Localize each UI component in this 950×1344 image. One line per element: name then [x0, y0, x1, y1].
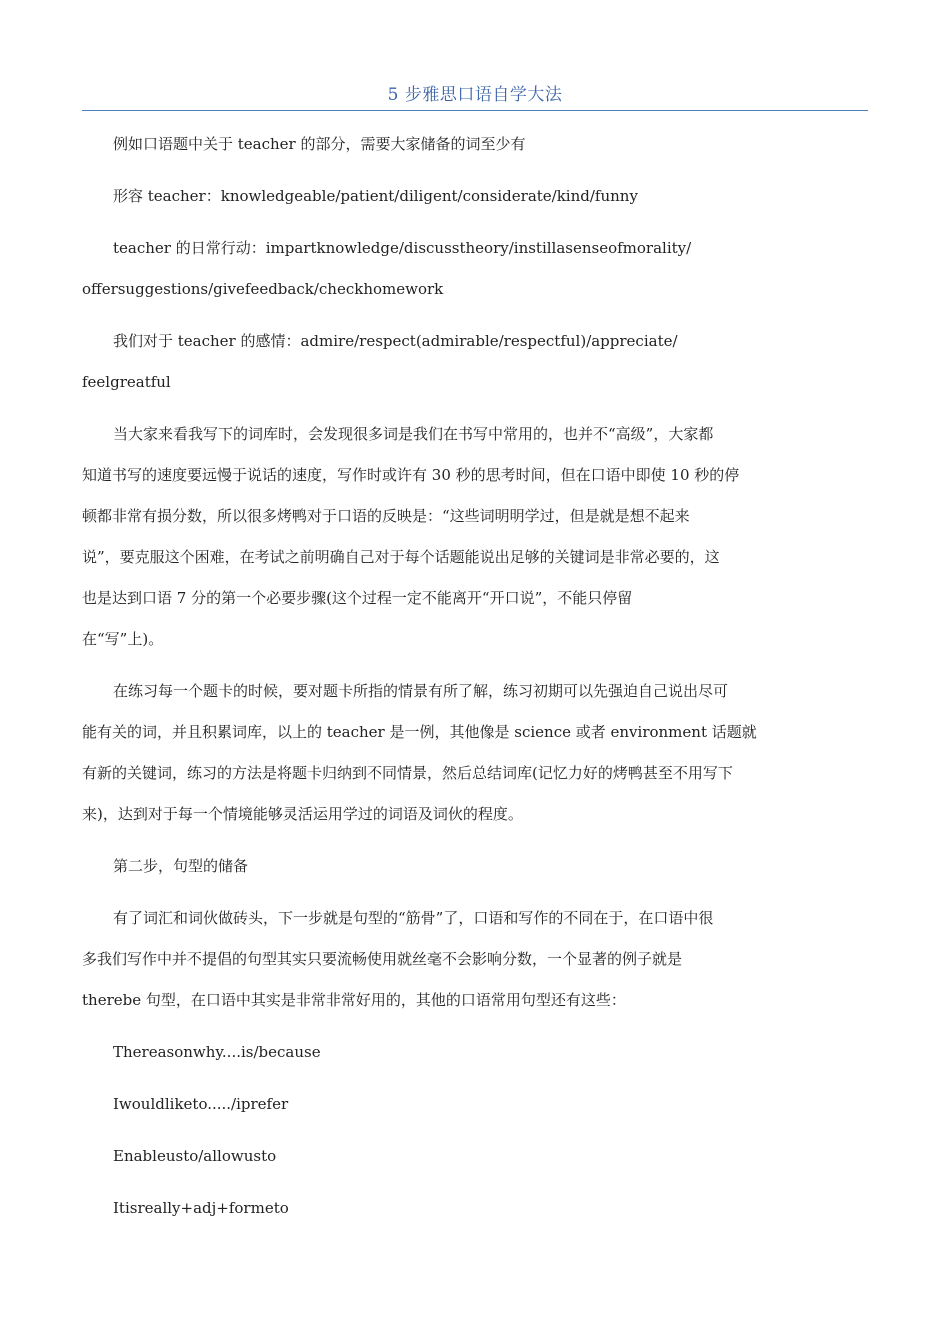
text-line: 能有关的词，并且积累词库，以上的 teacher 是一例，其他像是 science 或者 environment 话题就	[82, 723, 757, 741]
text-line: 顿都非常有损分数，所以很多烤鸭对于口语的反映是：“这些词明明学过，但是就是想不起来	[82, 507, 690, 525]
text-line: Thereasonwhy....is/because	[113, 1043, 321, 1061]
page-header	[82, 82, 868, 111]
text-line: 我们对于 teacher 的感情：admire/respect(admirable/respectful)/appreciate/	[113, 332, 678, 350]
paragraph-teacher-feelings	[82, 321, 868, 403]
text-line: therebe 句型，在口语中其实是非常非常好用的，其他的口语常用句型还有这些：	[82, 991, 626, 1009]
section-heading-step-two	[82, 846, 868, 887]
text-line: 也是达到口语 7 分的第一个必要步骤(这个过程一定不能离开“开口说”，不能只停留	[82, 589, 633, 607]
paragraph-describe-teacher	[82, 176, 868, 217]
paragraph-sentence-patterns	[82, 898, 868, 1021]
text-line: 有新的关键词，练习的方法是将题卡归纳到不同情景，然后总结词库(记忆力好的烤鸭甚至不用写下	[82, 764, 733, 782]
text-line: 当大家来看我写下的词库时，会发现很多词是我们在书写中常用的，也并不“高级”，大家都	[113, 425, 714, 443]
text-line: 第二步，句型的储备	[113, 857, 249, 875]
text-line: 有了词汇和词伙做砖头，下一步就是句型的“筋骨”了，口语和写作的不同在于，在口语中很	[113, 909, 714, 927]
text-line: 在“写”上)。	[82, 630, 164, 648]
text-line: Iwouldliketo...../iprefer	[113, 1095, 289, 1113]
text-line: 在练习每一个题卡的时候，要对题卡所指的情景有所了解，练习初期可以先强迫自己说出尽可	[113, 682, 729, 700]
text-line: Enableusto/allowusto	[113, 1147, 277, 1165]
pattern-example	[82, 1188, 868, 1229]
paragraph-teacher-actions	[82, 228, 868, 310]
paragraph-teacher-vocab-intro	[82, 124, 868, 165]
pattern-example	[82, 1032, 868, 1073]
document-title: 5 步雅思口语自学大法	[387, 85, 563, 105]
paragraph-practice-method	[82, 671, 868, 835]
text-line: offersuggestions/givefeedback/checkhomework	[82, 280, 444, 298]
text-line: 形容 teacher：knowledgeable/patient/diligent/considerate/kind/funny	[113, 187, 638, 205]
pattern-example	[82, 1084, 868, 1125]
text-line: 来)，达到对于每一个情境能够灵活运用学过的词语及词伙的程度。	[82, 805, 523, 823]
text-line: teacher 的日常行动：impartknowledge/discusstheory/instillasenseofmorality/	[113, 239, 692, 257]
pattern-example	[82, 1136, 868, 1177]
document-body	[82, 124, 868, 1240]
text-line: 知道书写的速度要远慢于说话的速度，写作时或许有 30 秒的思考时间，但在口语中即使 10 秒的停	[82, 466, 740, 484]
text-line: 多我们写作中并不提倡的句型其实只要流畅使用就丝毫不会影响分数，一个显著的例子就是	[82, 950, 683, 968]
paragraph-vocab-explanation	[82, 414, 868, 660]
text-line: 说”，要克服这个困难，在考试之前明确自己对于每个话题能说出足够的关键词是非常必要的，这	[82, 548, 720, 566]
text-line: 例如口语题中关于 teacher 的部分，需要大家储备的词至少有	[113, 135, 526, 153]
text-line: feelgreatful	[82, 373, 171, 391]
text-line: Itisreally+adj+formeto	[113, 1199, 289, 1217]
